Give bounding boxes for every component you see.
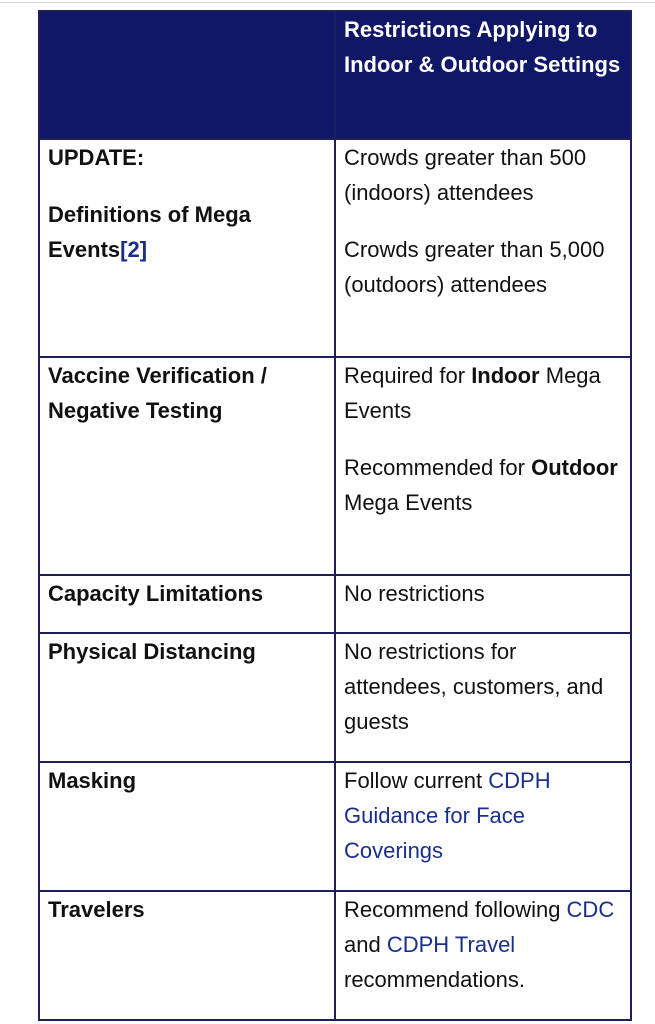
update-label: UPDATE: [48,145,145,170]
top-divider [0,2,655,3]
row-label-definitions [39,139,335,357]
row-value-definitions [335,139,631,357]
cdph-face-coverings-link[interactable]: CDPH Guidance for Face Coverings [344,768,551,863]
row-label-travelers: Travelers [39,891,335,1020]
row-value-vaccine [335,357,631,575]
cdph-travel-link[interactable]: CDPH Travel [386,932,516,957]
indoor-requirement: Required for Indoor Mega Events [344,363,601,423]
definitions-label: Definitions of Mega Events[2] [48,202,251,262]
row-value-travelers: Recommend following CDC and CDPH Travel recommendations. [335,891,631,1020]
indoor-crowd-definition: Crowds greater than 500 (indoors) attendees [344,145,587,205]
row-label-vaccine: Vaccine Verification / Negative Testing [39,357,335,575]
row-value-capacity: No restrictions [335,575,631,633]
row-label-masking: Masking [39,762,335,891]
header-cell-empty [39,11,335,139]
cdc-link[interactable]: CDC [566,897,615,922]
table-row [39,762,631,891]
table-row [39,575,631,633]
outdoor-recommendation: Recommended for Outdoor Mega Events [344,455,618,515]
table-row [39,139,631,357]
outdoor-crowd-definition: Crowds greater than 5,000 (outdoors) attendees [344,237,605,297]
row-value-distancing: No restrictions for attendees, customers, and guests [335,633,631,762]
row-label-distancing: Physical Distancing [39,633,335,762]
table-header-row [39,11,631,139]
table-row [39,357,631,575]
header-cell-restrictions: Restrictions Applying to Indoor & Outdoor Settings [335,11,631,139]
table-row [39,891,631,1020]
footnote-2-link[interactable]: [2] [120,237,148,262]
row-value-masking: Follow current CDPH Guidance for Face Coverings [335,762,631,891]
mega-events-restrictions-table [38,10,632,1021]
table-row [39,633,631,762]
row-label-capacity: Capacity Limitations [39,575,335,633]
